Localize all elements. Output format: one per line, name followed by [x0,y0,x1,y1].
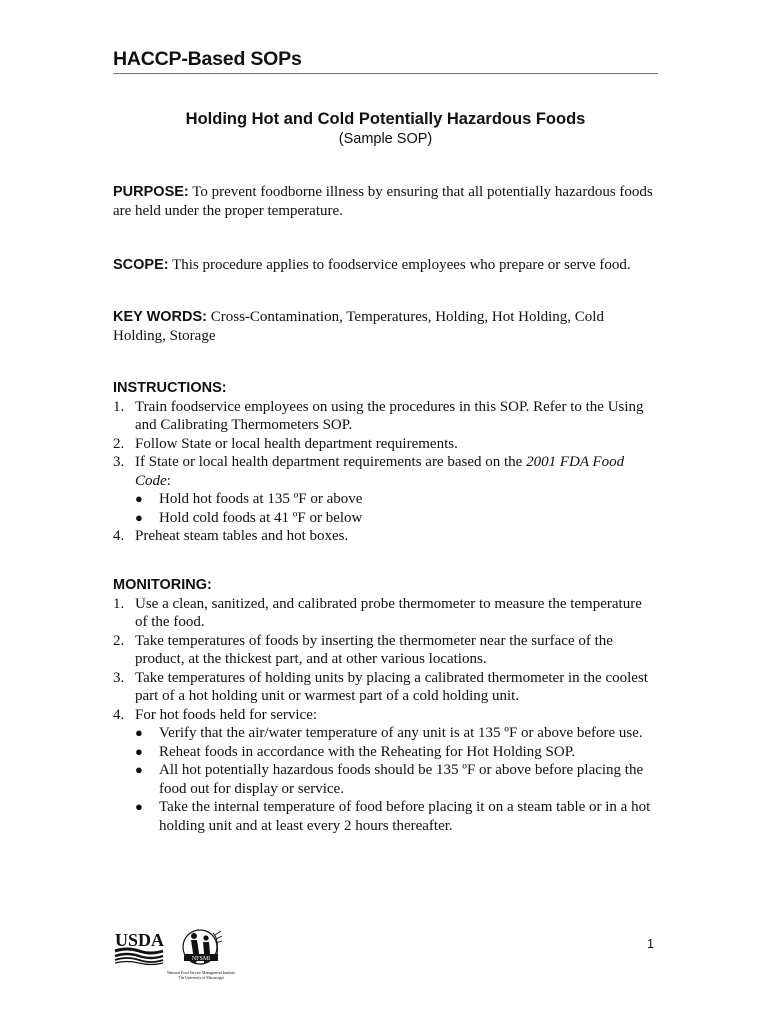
bullet-icon: ● [135,725,143,740]
header-title: HACCP-Based SOPs [113,48,302,70]
bullet-item [135,798,658,835]
list-number: 4. [113,528,125,544]
list-item-text: Use a clean, sanitized, and calibrated probe thermometer to measure the temperature of the food. [135,595,642,630]
bullet-text: Hold hot foods at 135 ºF or above [159,491,363,507]
bullet-text: Take the internal temperature of food before placing it on a steam table or in a hot holding unit and at least every 2 hours thereafter. [159,799,651,834]
bullet-icon: ● [135,762,143,777]
monitoring-section [113,576,658,835]
purpose-text: To prevent foodborne illness by ensuring that all potentially hazardous foods are held under the proper temperature. [113,184,653,219]
list-item [113,398,658,435]
list-item-text: Train foodservice employees on using the procedures in this SOP. Refer to the Using and Calibrating Thermometers SOP. [135,398,644,433]
list-item-text: For hot foods held for service: [135,706,318,723]
page-number: 1 [647,937,654,951]
bullet-icon: ● [135,491,143,506]
instructions-section [113,379,658,546]
bullet-text: Hold cold foods at 41 ºF or below [159,509,363,526]
bullet-list [113,724,658,835]
bullet-item [135,724,658,743]
list-item [113,527,658,546]
monitoring-label: MONITORING: [113,577,212,593]
scope-section [113,256,658,275]
bullet-item [135,490,658,509]
svg-text:National Food Service Manageme: National Food Service Management Institute [166,971,236,975]
list-item-text: Preheat steam tables and hot boxes. [135,528,349,544]
logos-graphic [113,925,273,995]
list-item-text: If State or local health department requirements are based on the [135,454,527,470]
title-block [113,109,658,149]
bullet-text: Verify that the air/water temperature of any unit is at 135 ºF or above before use. [159,725,643,741]
bullet-text: All hot potentially hazardous foods should be 135 ºF or above before placing the food out for display or service. [159,762,644,797]
footer-logos [113,925,273,995]
list-number: 1. [113,398,125,415]
bullet-icon: ● [135,799,143,814]
purpose-section [113,183,658,220]
purpose-label: PURPOSE: [113,184,189,200]
document-title: Holding Hot and Cold Potentially Hazardous Foods [185,110,586,128]
list-item-text-end: : [166,472,171,489]
list-number: 1. [113,595,125,612]
usda-logo-icon [115,930,164,965]
list-item-text: Take temperatures of holding units by placing a calibrated thermometer in the coolest part of a hot holding unit or warmest part of a cold holding unit. [135,669,648,704]
keywords-text: Cross-Contamination, Temperatures, Holding, Hot Holding, Cold Holding, Storage [113,309,604,344]
list-item [113,669,658,706]
bullet-icon: ● [135,743,143,759]
bullet-icon: ● [135,509,143,525]
bullet-text: Reheat foods in accordance with the Reheating for Hot Holding SOP. [159,743,576,760]
list-number: 3. [113,454,125,470]
keywords-label: KEY WORDS: [113,309,207,325]
bullet-item [135,761,658,798]
scope-text: This procedure applies to foodservice employees who prepare or serve food. [172,257,631,273]
bullet-list [113,490,658,527]
bullet-item [135,743,658,762]
instructions-label: INSTRUCTIONS: [113,380,227,396]
list-item [113,453,658,490]
nfsmi-logo-icon [167,930,236,980]
svg-text:NFSMI: NFSMI [191,956,211,962]
list-number: 4. [113,706,125,723]
page-header [113,48,658,74]
keywords-section [113,308,658,345]
list-item-text: Follow State or local health department requirements. [135,435,458,452]
svg-text:USDA: USDA [115,930,165,950]
list-number: 2. [113,435,125,452]
list-item [113,706,658,725]
list-item [113,632,658,669]
list-number: 2. [113,632,125,649]
bullet-item [135,509,658,528]
list-item-text: Take temperatures of foods by inserting the thermometer near the surface of the product, at the thickest part, and at other various locations. [135,632,613,667]
list-item [113,595,658,632]
document-subtitle: (Sample SOP) [338,131,433,147]
list-item-emphasis: 2001 FDA Food Code [135,454,625,489]
list-item [113,435,658,454]
scope-label: SCOPE: [113,257,169,273]
instructions-list [113,398,658,546]
monitoring-list [113,595,658,836]
list-number: 3. [113,669,125,686]
svg-text:The University of Mississippi: The University of Mississippi [178,976,224,980]
